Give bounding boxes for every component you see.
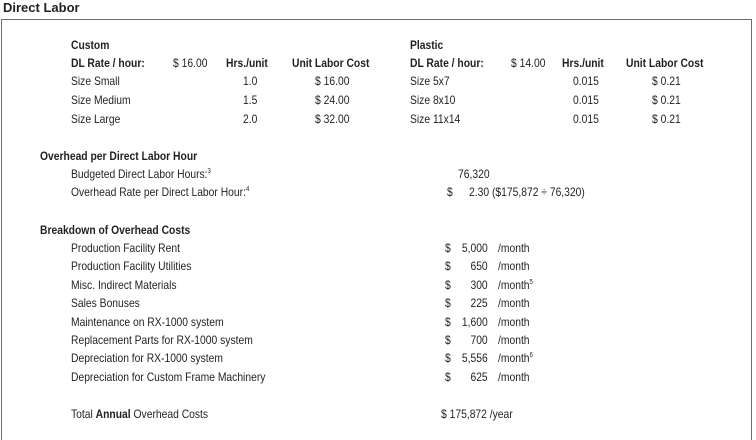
breakdown-item-dollar: $ bbox=[445, 370, 451, 384]
plastic-row-cost: $ 0.21 bbox=[652, 93, 681, 107]
custom-row-hrs: 1.0 bbox=[243, 74, 258, 88]
custom-row-cost: $ 32.00 bbox=[315, 112, 350, 126]
total-label: Total Annual Overhead Costs bbox=[71, 407, 209, 421]
plastic-heading: Plastic bbox=[410, 38, 444, 52]
breakdown-item-dollar: $ bbox=[445, 278, 451, 292]
footnote-marker: 5 bbox=[529, 279, 533, 286]
total-value: $ 175,872 /year bbox=[441, 407, 513, 421]
plastic-row-hrs: 0.015 bbox=[573, 112, 599, 126]
custom-row-hrs: 2.0 bbox=[243, 112, 258, 126]
plastic-hrs-header: Hrs./unit bbox=[562, 56, 604, 70]
section-title: Direct Labor bbox=[3, 0, 80, 15]
custom-row-cost: $ 16.00 bbox=[315, 74, 350, 88]
breakdown-item-amount: 225 bbox=[470, 296, 488, 310]
overhead-rate-dollar: $ bbox=[447, 185, 453, 199]
plastic-row-cost: $ 0.21 bbox=[652, 74, 681, 88]
custom-heading: Custom bbox=[71, 38, 110, 52]
breakdown-item-amount: 300 bbox=[470, 278, 488, 292]
custom-row-size: Size Medium bbox=[71, 93, 131, 107]
breakdown-item-unit: /month bbox=[498, 259, 530, 273]
breakdown-item-amount: 650 bbox=[470, 259, 488, 273]
breakdown-item-dollar: $ bbox=[445, 241, 451, 255]
breakdown-item-amount: 1,600 bbox=[461, 315, 488, 329]
breakdown-item-label: Misc. Indirect Materials bbox=[71, 278, 177, 292]
breakdown-item-dollar: $ bbox=[445, 315, 451, 329]
overhead-rate-label: Overhead Rate per Direct Labor Hour:$^4$ bbox=[71, 185, 250, 199]
breakdown-item-label: Production Facility Utilities bbox=[71, 259, 192, 273]
breakdown-item-dollar: $ bbox=[445, 296, 451, 310]
breakdown-heading: Breakdown of Overhead Costs bbox=[40, 223, 191, 237]
overhead-rate-heading: Overhead per Direct Labor Hour bbox=[40, 149, 198, 163]
breakdown-item-amount: 5,000 bbox=[461, 241, 488, 255]
breakdown-item-unit: /month bbox=[498, 241, 530, 255]
breakdown-item-label: Production Facility Rent bbox=[71, 241, 180, 255]
plastic-row-hrs: 0.015 bbox=[573, 74, 599, 88]
custom-row-cost: $ 24.00 bbox=[315, 93, 350, 107]
custom-row-size: Size Small bbox=[71, 74, 120, 88]
custom-rate-label: DL Rate / hour: bbox=[71, 56, 145, 70]
breakdown-item-label: Replacement Parts for RX-1000 system bbox=[71, 333, 253, 347]
breakdown-item-label: Sales Bonuses bbox=[71, 296, 140, 310]
breakdown-item-label: Depreciation for Custom Frame Machinery bbox=[71, 370, 266, 384]
breakdown-item-unit: /month$^6$ bbox=[498, 351, 533, 365]
breakdown-item-amount: 700 bbox=[470, 333, 488, 347]
breakdown-item-unit: /month$^5$ bbox=[498, 278, 533, 292]
breakdown-item-unit: /month bbox=[498, 333, 530, 347]
plastic-rate-label: DL Rate / hour: bbox=[410, 56, 484, 70]
plastic-rate-value: $ 14.00 bbox=[511, 56, 546, 70]
footnote-marker: 6 bbox=[529, 352, 533, 359]
plastic-row-hrs: 0.015 bbox=[573, 93, 599, 107]
overhead-rate-value: 2.30 ($175,872 ÷ 76,320) bbox=[469, 185, 585, 199]
budgeted-hours-value: 76,320 bbox=[458, 167, 490, 181]
plastic-row-size: Size 11x14 bbox=[410, 112, 461, 126]
breakdown-item-dollar: $ bbox=[445, 333, 451, 347]
breakdown-item-unit: /month bbox=[498, 370, 530, 384]
custom-row-hrs: 1.5 bbox=[243, 93, 258, 107]
custom-cost-header: Unit Labor Cost bbox=[292, 56, 370, 70]
plastic-row-size: Size 5x7 bbox=[410, 74, 450, 88]
custom-hrs-header: Hrs./unit bbox=[226, 56, 268, 70]
breakdown-item-unit: /month bbox=[498, 315, 530, 329]
breakdown-item-unit: /month bbox=[498, 296, 530, 310]
breakdown-item-amount: 5,556 bbox=[461, 351, 488, 365]
plastic-cost-header: Unit Labor Cost bbox=[626, 56, 704, 70]
breakdown-item-dollar: $ bbox=[445, 351, 451, 365]
breakdown-item-dollar: $ bbox=[445, 259, 451, 273]
custom-row-size: Size Large bbox=[71, 112, 121, 126]
custom-rate-value: $ 16.00 bbox=[173, 56, 208, 70]
breakdown-item-label: Depreciation for RX-1000 system bbox=[71, 351, 224, 365]
breakdown-item-amount: 625 bbox=[470, 370, 488, 384]
budgeted-hours-label: Budgeted Direct Labor Hours:$^3$ bbox=[71, 167, 211, 181]
plastic-row-cost: $ 0.21 bbox=[652, 112, 681, 126]
breakdown-item-label: Maintenance on RX-1000 system bbox=[71, 315, 224, 329]
plastic-row-size: Size 8x10 bbox=[410, 93, 456, 107]
